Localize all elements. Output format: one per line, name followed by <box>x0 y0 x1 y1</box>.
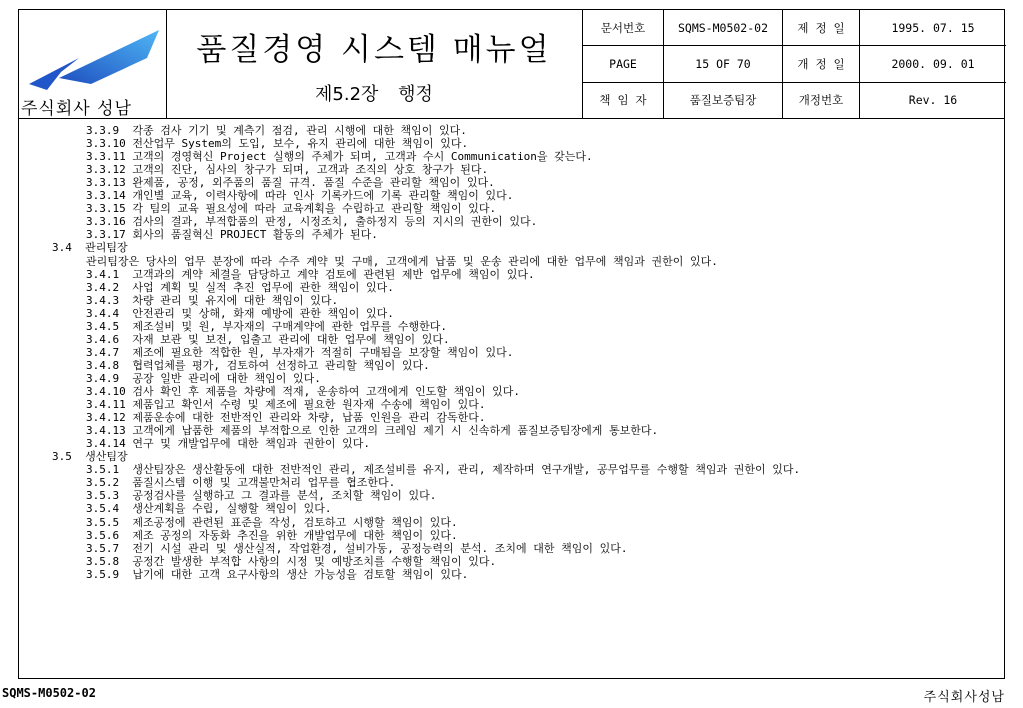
enact-date-label: 제 정 일 <box>783 10 860 46</box>
list-item: 3.3.12 고객의 진단, 심사의 창구가 되며, 고객과 조직의 상호 창구가 된다. <box>86 163 489 177</box>
list-item: 3.4.10 검사 확인 후 제품을 차량에 적재, 운송하여 고객에게 인도할 책임이 있다. <box>86 385 520 398</box>
list-item: 3.4.3 차량 관리 및 유지에 대한 책임이 있다. <box>86 293 339 307</box>
list-item: 3.3.9 각종 검사 기기 및 계측기 점검, 관리 시행에 대한 책임이 있다. <box>86 124 467 137</box>
section-heading: 3.5 생산팀장 <box>52 450 128 464</box>
revise-date-value: 2000. 09. 01 <box>860 46 1007 82</box>
company-name: 주식회사 성남 <box>21 99 132 119</box>
list-item: 3.5.9 납기에 대한 고객 요구사항의 생산 가능성을 검토할 책임이 있다. <box>86 567 469 581</box>
footer-doc-number: SQMS-M0502-02 <box>2 686 96 700</box>
list-item: 3.5.8 공정간 발생한 부적합 사항의 시정 및 예방조치를 수행할 책임이 있다. <box>86 554 497 568</box>
list-item: 3.4.6 자재 보관 및 보전, 입출고 관리에 대한 업무에 책임이 있다. <box>86 332 450 346</box>
chapter-title: 제5.2장 행정 <box>315 84 433 105</box>
page-value: 15 OF 70 <box>664 46 783 82</box>
revision-no-label: 개정번호 <box>783 82 860 118</box>
list-item: 관리팀장은 당사의 업무 분장에 따라 수주 계약 및 구매, 고객에게 납품 및 운송 관리에 대한 업무에 책임과 권한이 있다. <box>86 254 718 268</box>
list-item: 3.4.8 협력업체를 평가, 검토하여 선정하고 관리할 책임이 있다. <box>86 358 430 372</box>
list-item: 3.3.11 고객의 경영혁신 Project 실행의 주체가 되며, 고객과 수시 Communication을 갖는다. <box>86 150 593 164</box>
logo-cell <box>19 10 167 118</box>
list-item: 3.4.1 고객과의 계약 체결을 담당하고 계약 검토에 관련된 제반 업무에 책임이 있다. <box>86 267 535 281</box>
enact-date-value: 1995. 07. 15 <box>860 10 1007 46</box>
list-item: 3.4.13 고객에게 납품한 제품의 부적합으로 인한 고객의 크레임 제기 시 신속하게 품질보증팀장에게 통보한다. <box>86 424 659 438</box>
list-item: 3.5.1 생산팀장은 생산활동에 대한 전반적인 관리, 제조설비를 유지, 관리, 제작하며 연구개발, 공무업무를 수행할 책임과 권한이 있다. <box>86 463 801 477</box>
list-item: 3.4.7 제조에 필요한 적합한 원, 부자재가 적절히 구매됨을 보장할 책임이 있다. <box>86 345 514 359</box>
document-title: 품질경영 시스템 매뉴얼 <box>196 32 552 68</box>
doc-no-value: SQMS-M0502-02 <box>664 10 783 46</box>
document-frame <box>18 9 1005 679</box>
list-item: 3.3.16 검사의 결과, 부적합품의 판정, 시정조치, 출하정지 등의 지시의 권한이 있다. <box>86 215 538 229</box>
title-cell <box>166 10 583 118</box>
list-item: 3.4.5 제조설비 및 원, 부자재의 구매계약에 관한 업무를 수행한다. <box>86 319 447 333</box>
doc-no-label: 문서번호 <box>583 10 664 46</box>
author-label: 책 임 자 <box>583 82 664 118</box>
list-item: 3.4.9 공장 일반 관리에 대한 책임이 있다. <box>86 371 321 385</box>
document-header <box>19 10 1004 119</box>
list-item: 3.5.6 제조 공정의 자동화 추진을 위한 개발업무에 대한 책임이 있다. <box>86 528 458 542</box>
list-item: 3.3.13 완제품, 공정, 외주품의 품질 규격. 품질 수준을 관리할 책임이 있다. <box>86 176 495 190</box>
list-item: 3.3.14 개인별 교육, 이력사항에 따라 인사 기록카드에 기록 관리할 책임이 있다. <box>86 189 514 203</box>
list-item: 3.4.2 사업 계획 및 실적 추진 업무에 관한 책임이 있다. <box>86 280 394 294</box>
list-item: 3.3.10 전산업무 System의 도입, 보수, 유지 관리에 대한 책임이 있다. <box>86 137 469 151</box>
document-meta-table <box>582 10 1006 118</box>
section-heading: 3.4 관리팀장 <box>52 241 128 255</box>
list-item: 3.4.12 제품운송에 대한 전반적인 관리와 차량, 납품 인원을 관리 감독한다. <box>86 411 486 425</box>
list-item: 3.4.14 연구 및 개발업무에 대한 책임과 권한이 있다. <box>86 437 370 451</box>
page-label: PAGE <box>583 46 664 82</box>
revision-no-value: Rev. 16 <box>860 82 1007 118</box>
company-logo <box>19 10 166 94</box>
revise-date-label: 개 정 일 <box>783 46 860 82</box>
list-item: 3.4.4 안전관리 및 상해, 화재 예방에 관한 책임이 있다. <box>86 306 394 320</box>
list-item: 3.3.17 회사의 품질혁신 PROJECT 활동의 주체가 된다. <box>86 228 378 242</box>
list-item: 3.3.15 각 팀의 교육 필요성에 따라 교육계획을 수립하고 관리할 책임이 있다. <box>86 202 497 216</box>
list-item: 3.5.5 제조공정에 관련된 표준을 작성, 검토하고 시행할 책임이 있다. <box>86 515 458 529</box>
list-item: 3.5.3 공정검사를 실행하고 그 결과를 분석, 조치할 책임이 있다. <box>86 489 437 503</box>
list-item: 3.4.11 제품입고 확인서 수령 및 제조에 필요한 원자재 수송에 책임이 있다. <box>86 398 486 412</box>
author-value: 품질보증팀장 <box>664 82 783 118</box>
list-item: 3.5.4 생산계획을 수립, 실행할 책임이 있다. <box>86 502 332 516</box>
list-item: 3.5.7 전기 시설 관리 및 생산실적, 작업환경, 설비가동, 공정능력의 분석. 조치에 대한 책임이 있다. <box>86 541 628 555</box>
footer-company: 주식회사성남 <box>923 690 1005 705</box>
list-item: 3.5.2 품질시스템 이행 및 고객불만처리 업무를 협조한다. <box>86 476 396 490</box>
